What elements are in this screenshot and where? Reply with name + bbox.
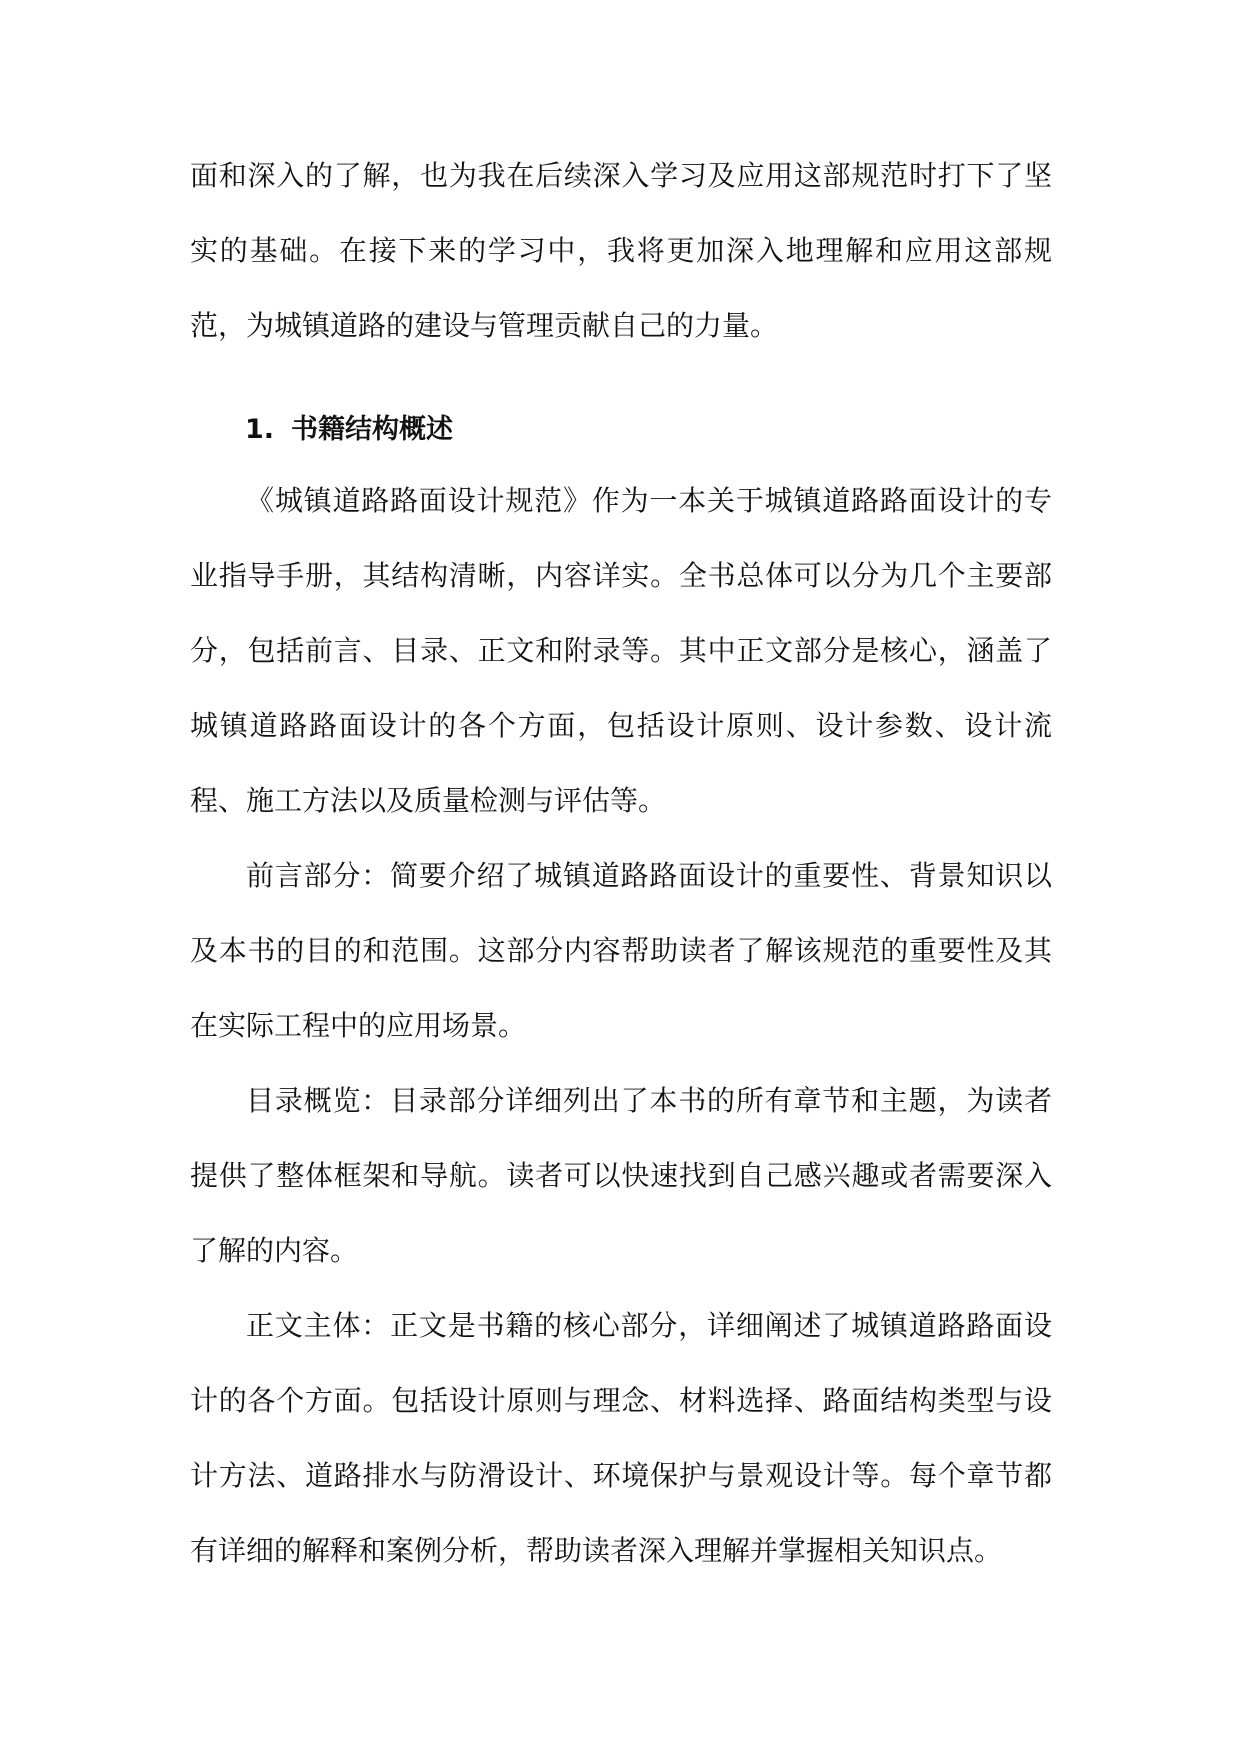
section-title: 书籍结构概述 — [291, 414, 453, 445]
paragraph-book-structure: 《城镇道路路面设计规范》作为一本关于城镇道路路面设计的专业指导手册，其结构清晰，内容详实。全书总体可以分为几个主要部分，包括前言、目录、正文和附录等。其中正文部分是核心，涵盖了城镇道路路面设计的各个方面，包括设计原则、设计参数、设计流程、施工方法以及质量检测与评估等。 — [190, 484, 1052, 817]
paragraph-contents: 目录概览：目录部分详细列出了本书的所有章节和主题，为读者提供了整体框架和导航。读者可以快速找到自己感兴趣或者需要深入了解的内容。 — [190, 1084, 1052, 1267]
paragraph-preface: 前言部分：简要介绍了城镇道路路面设计的重要性、背景知识以及本书的目的和范围。这部分内容帮助读者了解该规范的重要性及其在实际工程中的应用场景。 — [190, 859, 1052, 1042]
paragraph-main-body: 正文主体：正文是书籍的核心部分，详细阐述了城镇道路路面设计的各个方面。包括设计原则与理念、材料选择、路面结构类型与设计方法、道路排水与防滑设计、环境保护与景观设计等。每个章节都有详细的解释和案例分析，帮助读者深入理解并掌握相关知识点。 — [190, 1309, 1052, 1567]
intro-paragraph: 面和深入的了解，也为我在后续深入学习及应用这部规范时打下了坚实的基础。在接下来的学习中，我将更加深入地理解和应用这部规范，为城镇道路的建设与管理贡献自己的力量。 — [190, 159, 1052, 342]
section-number: 1. — [245, 414, 275, 445]
section-heading — [245, 392, 453, 467]
